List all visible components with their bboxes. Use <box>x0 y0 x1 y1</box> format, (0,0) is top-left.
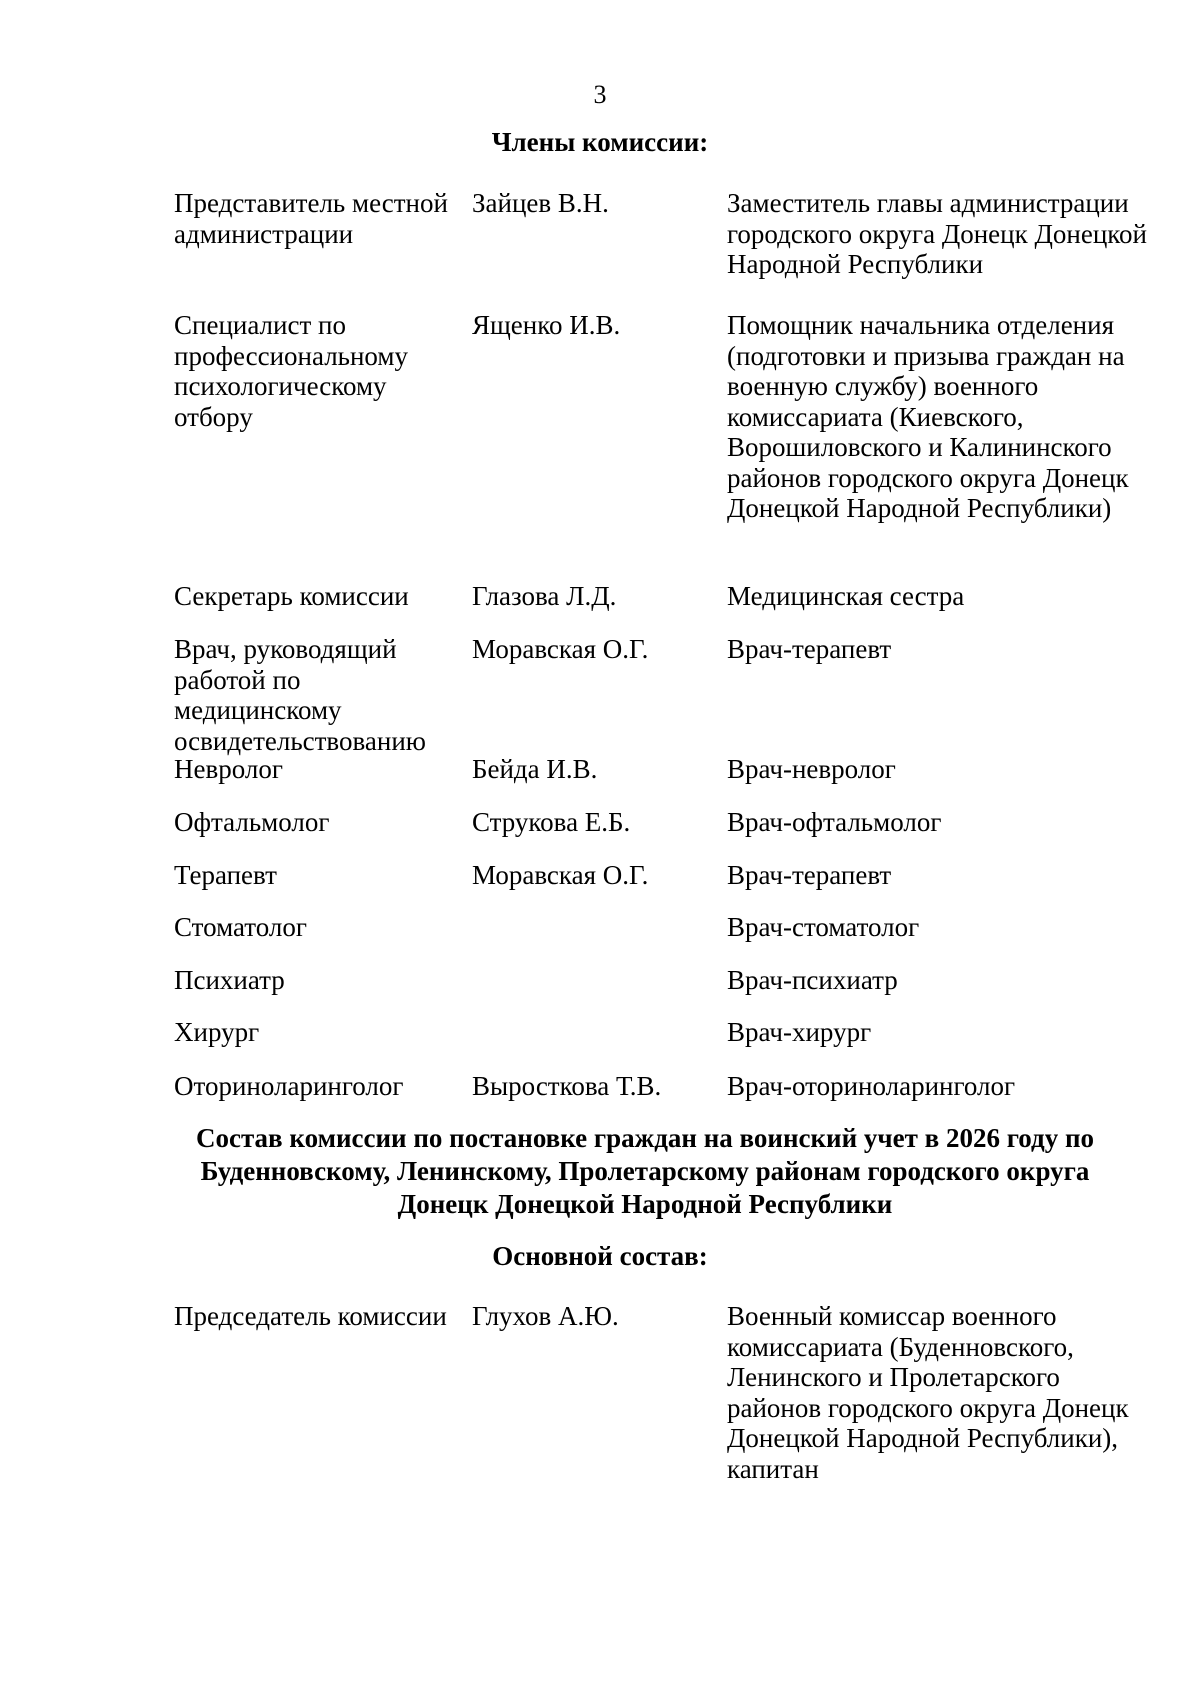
composition-heading: Состав комиссии по постановке граждан на воинский учет в 2026 году по Буденновскому, Ленинскому, Пролетарскому районам городского округа Донецк Донецкой Народной Республики <box>195 1123 1094 1219</box>
member-position: Врач-офтальмолог <box>727 807 942 837</box>
member-position: Врач-психиатр <box>727 965 898 995</box>
member-position: Медицинская сестра <box>727 581 965 611</box>
member-role: Представитель местной администрации <box>174 188 448 249</box>
member-role: Невролог <box>174 754 283 784</box>
member-position: Заместитель главы администрации городского округа Донецк Донецкой Народной Республики <box>727 188 1147 279</box>
member-role: Стоматолог <box>174 912 307 942</box>
member-role: Психиатр <box>174 965 285 995</box>
member-role: Секретарь комиссии <box>174 581 409 611</box>
member-position: Военный комиссар военного комиссариата (Буденновского, Ленинского и Пролетарского районов городского округа Донецк Донецкой Народной Республики), капитан <box>727 1301 1129 1484</box>
member-role: Врач, руководящий работой по медицинскому освидетельствованию <box>174 634 426 756</box>
member-name: Зайцев В.Н. <box>472 188 609 218</box>
member-name: Ященко И.В. <box>472 310 621 340</box>
main-composition-heading: Основной состав: <box>492 1241 708 1271</box>
page-number: 3 <box>593 80 607 109</box>
member-role: Офтальмолог <box>174 807 330 837</box>
member-position: Помощник начальника отделения (подготовки и призыва граждан на военную службу) военного комиссариата (Киевского, Ворошиловского и Калининского районов городского округа Донецк Донецкой Народной Республики) <box>727 310 1129 523</box>
member-name: Бейда И.В. <box>472 754 598 784</box>
member-role: Терапевт <box>174 860 277 890</box>
member-name: Струкова Е.Б. <box>472 807 631 837</box>
member-position: Врач-оториноларинголог <box>727 1071 1016 1101</box>
member-name: Глухов А.Ю. <box>472 1301 619 1331</box>
member-name: Выросткова Т.В. <box>472 1071 662 1101</box>
member-position: Врач-стоматолог <box>727 912 920 942</box>
member-role: Председатель комиссии <box>174 1301 447 1331</box>
member-name: Глазова Л.Д. <box>472 581 617 611</box>
member-name: Моравская О.Г. <box>472 860 649 890</box>
member-position: Врач-невролог <box>727 754 896 784</box>
member-position: Врач-терапевт <box>727 860 892 890</box>
member-position: Врач-терапевт <box>727 634 892 664</box>
member-name: Моравская О.Г. <box>472 634 649 664</box>
member-role: Специалист по профессиональному психологическому отбору <box>174 310 408 432</box>
member-position: Врач-хирург <box>727 1017 872 1047</box>
members-heading: Члены комиссии: <box>491 127 709 157</box>
member-role: Оториноларинголог <box>174 1071 404 1101</box>
member-role: Хирург <box>174 1017 260 1047</box>
